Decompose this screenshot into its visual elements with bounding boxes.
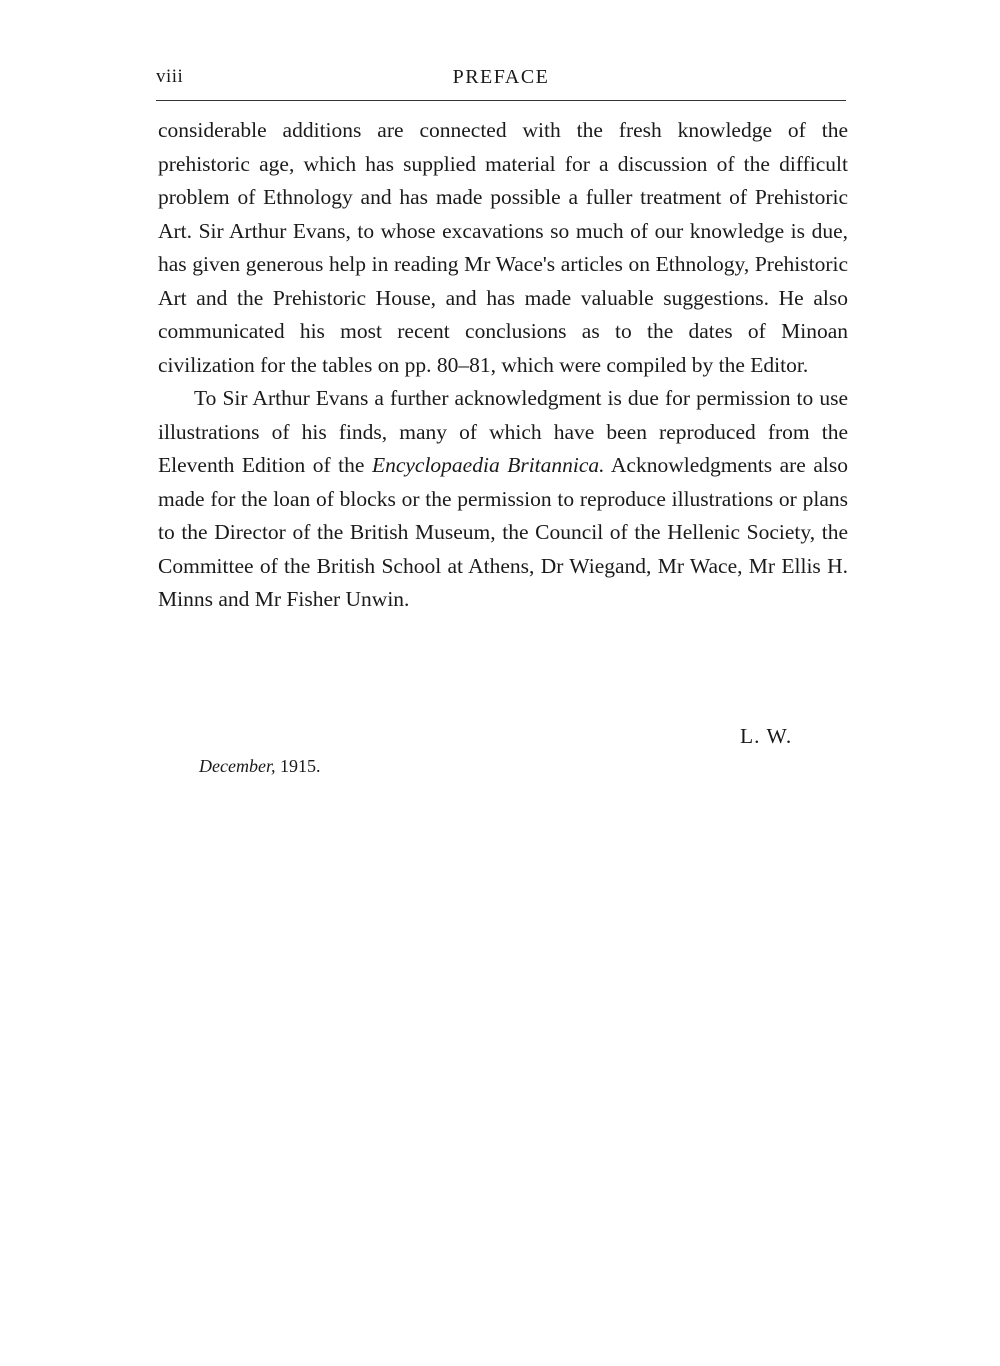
- header-rule: [156, 100, 846, 101]
- paragraph-acknowledgments: [158, 382, 848, 617]
- book-title: Encyclopaedia Britannica.: [371, 453, 605, 477]
- preface-body: [158, 114, 848, 617]
- dateline: [199, 756, 320, 777]
- paragraph-text-after-title: Acknowledgments are also made for the loan of blocks or the permission to reproduce illustrations or plans to the Director of the British Museum, the Council of the Hellenic Society, the Committee of the British School at Athens, Dr Wiegand, Mr Wace, Mr Ellis H. Minns and Mr Fisher Unwin.: [158, 453, 848, 611]
- signature-initials: L. W.: [740, 724, 793, 748]
- date-month: December,: [199, 756, 276, 776]
- date-year: 1915.: [279, 756, 321, 776]
- running-head: [156, 66, 846, 92]
- page-number: viii: [156, 66, 184, 87]
- running-title: PREFACE: [452, 66, 550, 88]
- paragraph-text-before-title: To Sir Arthur Evans a further acknowledgment is due for permission to use illustrations of his finds, many of which have been reproduced from the Eleventh Edition of the: [158, 386, 848, 477]
- paragraph-continued: considerable additions are connected with the fresh knowledge of the prehistoric age, which has supplied material for a discussion of the difficult problem of Ethnology and has made possible a fuller treatment of Prehistoric Art. Sir Arthur Evans, to whose excavations so much of our knowledge is due, has given generous help in reading Mr Wace's articles on Ethnology, Prehistoric Art and the Prehistoric House, and has made valuable suggestions. He also communicated his most recent conclusions as to the dates of Minoan civilization for the tables on pp. 80–81, which were compiled by the Editor.: [158, 118, 848, 377]
